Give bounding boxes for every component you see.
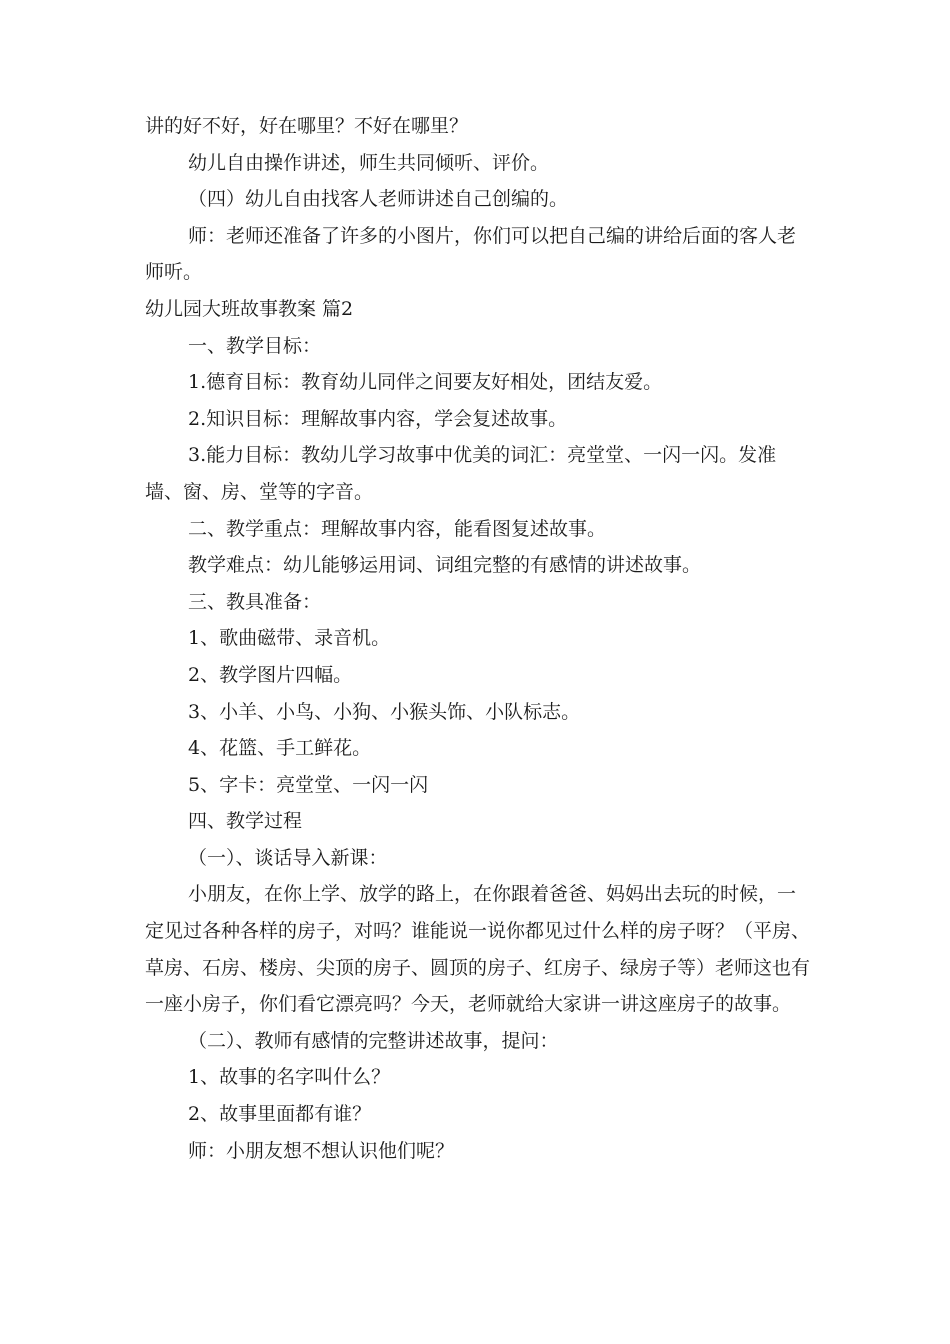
paragraph: 二、教学重点：理解故事内容，能看图复述故事。	[188, 517, 607, 540]
paragraph: 小朋友，在你上学、放学的路上，在你跟着爸爸、妈妈出去玩的时候，一定见过各种各样的房子，对吗？谁能说一说你都见过什么样的房子呀？（平房、草房、石房、楼房、尖顶的房子、圆顶的房子、红房子、绿房子等）老师这也有一座小房子，你们看它漂亮吗？今天，老师就给大家讲一讲这座房子的故事。	[145, 883, 811, 1016]
list-item: 2、故事里面都有谁？	[188, 1103, 372, 1126]
paragraph: 一、教学目标：	[188, 334, 322, 357]
paragraph: 三、教具准备：	[188, 590, 322, 613]
document-body	[145, 108, 813, 1169]
list-item: 5、字卡：亮堂堂、一闪一闪	[188, 773, 429, 796]
list-item: 1、故事的名字叫什么？	[188, 1066, 391, 1089]
paragraph: 幼儿自由操作讲述，师生共同倾听、评价。	[188, 151, 550, 174]
section-heading: 幼儿园大班故事教案 篇2	[145, 297, 354, 320]
list-item: 3、小羊、小鸟、小狗、小猴头饰、小队标志。	[188, 700, 581, 723]
paragraph: 讲的好不好，好在哪里？不好在哪里？	[145, 115, 469, 137]
paragraph: 师：小朋友想不想认识他们呢？	[188, 1139, 455, 1162]
paragraph: 师：老师还准备了许多的小图片，你们可以把自己编的讲给后面的客人老师听。	[145, 224, 797, 284]
paragraph: 教学难点：幼儿能够运用词、词组完整的有感情的讲述故事。	[188, 554, 702, 577]
paragraph: 2.知识目标：理解故事内容，学会复述故事。	[188, 407, 568, 430]
list-item: 1、歌曲磁带、录音机。	[188, 627, 391, 650]
list-item: 2、教学图片四幅。	[188, 663, 353, 686]
paragraph: （一）、谈话导入新课：	[188, 846, 388, 869]
paragraph: （二）、教师有感情的完整讲述故事，提问：	[188, 1029, 559, 1052]
paragraph: 3.能力目标：教幼儿学习故事中优美的词汇：亮堂堂、一闪一闪。发准墙、窗、房、堂等的字音。	[145, 444, 777, 503]
list-item: 4、花篮、手工鲜花。	[188, 737, 372, 760]
paragraph: 1.德育目标：教育幼儿同伴之间要友好相处，团结友爱。	[188, 371, 663, 394]
paragraph: （四）幼儿自由找客人老师讲述自己创编的。	[188, 188, 569, 211]
paragraph: 四、教学过程	[188, 810, 303, 833]
